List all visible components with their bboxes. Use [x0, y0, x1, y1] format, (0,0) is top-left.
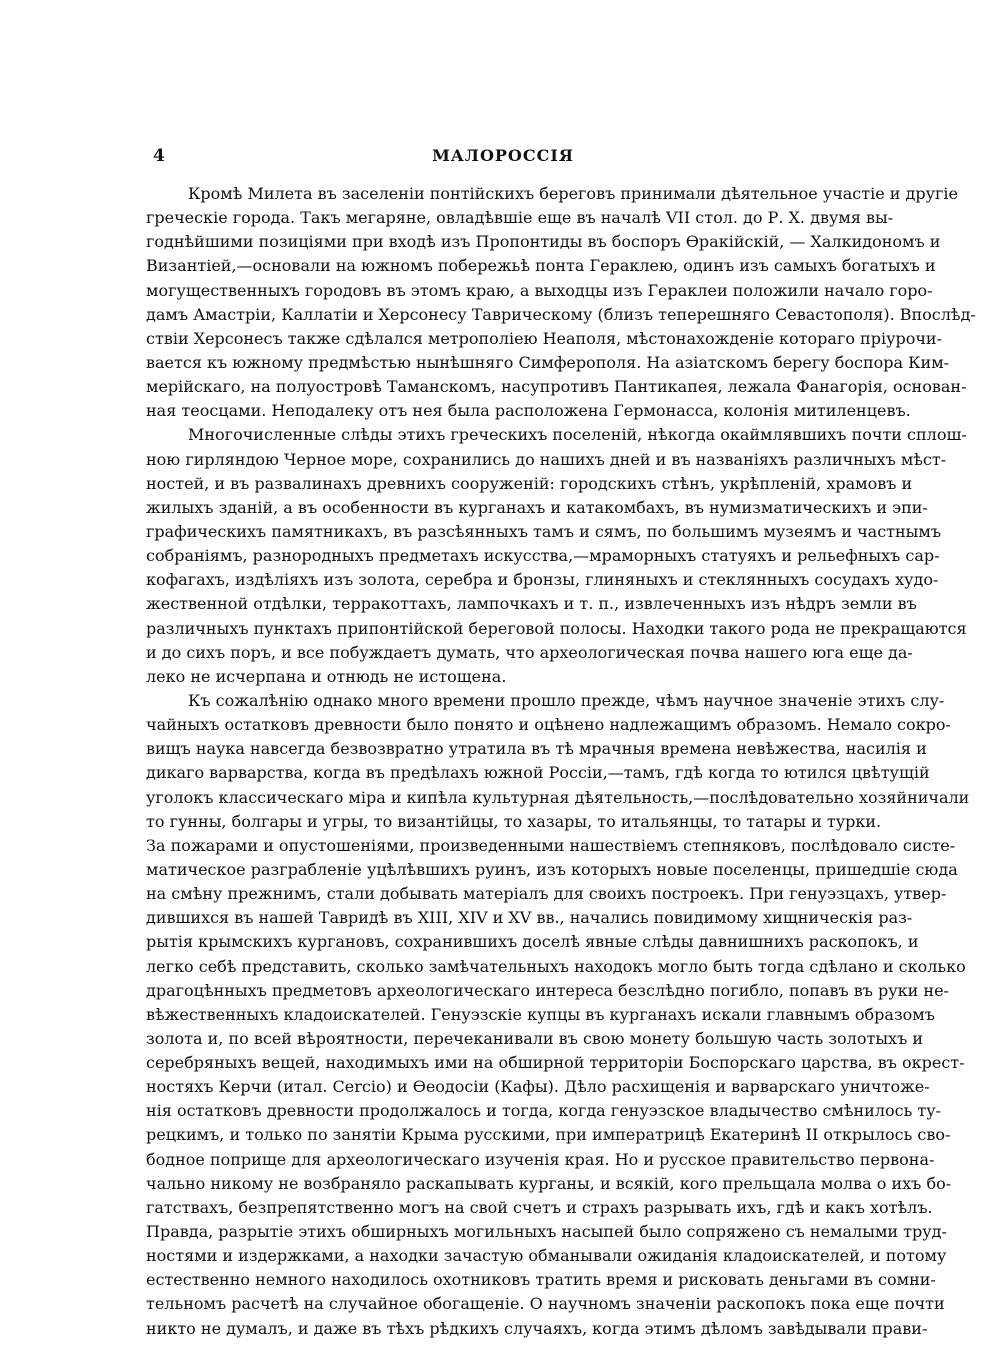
running-title: МАЛОРОССІЯ [432, 146, 574, 165]
page-number: 4 [153, 146, 165, 166]
text-line: Многочисленные слѣды этихъ греческихъ поселеній, нѣкогда окаймлявшихъ почти сплош- [188, 425, 967, 445]
text-line: Къ сожалѣнію однако много времени прошло прежде, чѣмъ научное значеніе этихъ слу- [188, 690, 945, 710]
text-line: на смѣну прежнимъ, стали добывать матеріалъ для своихъ построекъ. При генуэзцахъ, утвер- [146, 884, 947, 904]
text-line: ная теосцами. Неподалеку отъ нея была расположена Гермонасса, колонія митиленцевъ. [146, 401, 911, 421]
text-line: легко себѣ представить, сколько замѣчательныхъ находокъ могло быть тогда сдѣлано и сколько [146, 956, 966, 976]
text-line: ностей, и въ развалинахъ древнихъ сооруженій: городскихъ стѣнъ, укрѣпленій, храмовъ и [146, 473, 913, 493]
text-line: Кромѣ Милета въ заселеніи понтійскихъ береговъ принимали дѣятельное участіе и другіе [188, 184, 959, 203]
body-text [146, 182, 976, 1341]
text-line: бодное поприще для археологическаго изученія края. Но и русское правительство первона- [146, 1149, 935, 1169]
text-line: дившихся въ нашей Тавридѣ въ XIII, XIV и XV вв., начались повидимому хищническія раз- [146, 908, 913, 928]
text-line: кофагахъ, издѣліяхъ изъ золота, серебра и бронзы, глиняныхъ и стеклянныхъ сосудахъ худо- [146, 570, 939, 590]
paragraph [146, 423, 967, 689]
text-line: собраніямъ, разнородныхъ предметахъ искусства,—мраморныхъ статуяхъ и рельефныхъ сар- [146, 546, 940, 566]
text-line: ною гирляндою Черное море, сохранились до нашихъ дней и въ названіяхъ различныхъ мѣст- [146, 449, 947, 469]
paragraph [146, 689, 970, 1341]
text-line: дикаго варварства, когда въ предѣлахъ южной Россіи,—тамъ, гдѣ когда то ютился цвѣтущій [146, 763, 930, 783]
text-line: тельномъ расчетѣ на случайное обогащеніе. О научномъ значеніи раскопокъ пока еще почти [146, 1294, 945, 1314]
text-line: графическихъ памятникахъ, въ разсѣянныхъ тамъ и сямъ, по большимъ музеямъ и частнымъ [146, 521, 942, 541]
text-line: вѣжественныхъ кладоискателей. Генуэзскіе купцы въ курганахъ искали главнымъ образомъ [146, 1004, 935, 1024]
text-line: годнѣйшими позиціями при входѣ изъ Пропонтиды въ боспоръ Ѳракійскій, — Халкидономъ и [146, 232, 941, 252]
text-line: рытія крымскихъ кургановъ, сохранившихъ доселѣ явные слѣды давнишнихъ раскопокъ, и [146, 932, 919, 952]
text-line: жилыхъ зданій, а въ особенности въ курганахъ и катакомбахъ, въ нумизматическихъ и эпи- [146, 497, 928, 517]
text-line: нія остатковъ древности продолжалось и тогда, когда генуэзское владычество смѣнилось ту- [146, 1101, 942, 1121]
text-line: серебряныхъ вещей, находимыхъ ими на обширной территоріи Боспорскаго царства, въ окрест- [146, 1053, 965, 1073]
text-line: матическое разграбленіе уцѣлѣвшихъ руинъ, изъ которыхъ новые поселенцы, пришедшіе сюда [146, 859, 958, 879]
text-line: ностяхъ Керчи (итал. Cercio) и Ѳеодосіи (Кафы). Дѣло расхищенія и варварскаго уничтоже- [146, 1077, 930, 1097]
text-line: вищъ наука навсегда безвозвратно утратила въ тѣ мрачныя времена невѣжества, насилія и [146, 739, 927, 759]
text-line: золота и, по всей вѣроятности, перечеканивали въ свою монету большую часть золотыхъ и [146, 1028, 923, 1048]
text-line: вается къ южному предмѣстью нынѣшняго Симферополя. На азіатскомъ берегу боспора Ким- [146, 352, 950, 372]
text-line: рецкимъ, и только по занятіи Крыма русскими, при императрицѣ Екатеринѣ II открылось сво- [146, 1125, 951, 1145]
text-line: ствіи Херсонесъ также сдѣлался метрополіею Неаполя, мѣстонахожденіе котораго пріурочи- [146, 328, 942, 348]
text-line: чайныхъ остатковъ древности было понято и оцѣнено надлежащимъ образомъ. Немало сокро- [146, 715, 951, 735]
text-line: и до сихъ поръ, и все побуждаетъ думать, что археологическая почва нашего юга еще да- [146, 642, 913, 662]
text-line: гатствахъ, безпрепятственно могъ на свой счетъ и страхъ разрывать ихъ, гдѣ и какъ хотѣлъ. [146, 1197, 933, 1217]
text-line: то гунны, болгары и угры, то византійцы, то хазары, то итальянцы, то татары и турки. [146, 811, 882, 831]
text-line: никто не думалъ, и даже въ тѣхъ рѣдкихъ случаяхъ, когда этимъ дѣломъ завѣдывали прави- [146, 1318, 928, 1338]
text-line: Правда, разрытіе этихъ обширныхъ могильныхъ насыпей было сопряжено съ немалыми труд- [146, 1222, 947, 1242]
text-line: мерійскаго, на полуостровѣ Таманскомъ, насупротивъ Пантикапея, лежала Фанагорія, основан- [146, 377, 967, 397]
text-line: уголокъ классическаго міра и кипѣла культурная дѣятельность,—послѣдовательно хозяйничали [146, 787, 970, 807]
text-line: греческіе города. Такъ мегаряне, овладѣвшіе еще въ началѣ VII стол. до Р. Х. двумя вы- [146, 208, 894, 228]
text-line: ностями и издержками, а находки зачастую обманывали ожиданія кладоискателей, и потому [146, 1246, 947, 1266]
running-head [153, 146, 853, 168]
text-line: естественно немного находилось охотниковъ тратить время и рисковать деньгами въ сомни- [146, 1270, 936, 1290]
text-line: различныхъ пунктахъ припонтійской береговой полосы. Находки такого рода не прекращаются [146, 618, 967, 638]
text-line: За пожарами и опустошеніями, произведенными нашествіемъ степняковъ, послѣдовало систе- [146, 835, 956, 855]
text-line: чально никому не возбраняло раскапывать курганы, и всякій, кого прельщала молва о ихъ бо- [146, 1173, 952, 1193]
text-line: жественной отдѣлки, терракоттахъ, лампочкахъ и т. п., извлеченныхъ изъ нѣдръ земли въ [146, 594, 917, 614]
text-line: дамъ Амастріи, Каллатіи и Херсонесу Таврическому (близъ теперешняго Севастополя). Впослѣд- [146, 304, 976, 324]
text-line: драгоцѣнныхъ предметовъ археологическаго интереса безслѣдно погибло, попавъ въ руки не- [146, 980, 949, 1000]
paragraph [146, 182, 976, 423]
text-line: Византіей,—основали на южномъ побережьѣ понта Гераклею, одинъ изъ самыхъ богатыхъ и [146, 256, 936, 276]
text-line: могущественныхъ городовъ въ этомъ краю, а выходцы изъ Гераклеи положили начало горо- [146, 280, 933, 300]
text-line: леко не исчерпана и отнюдь не истощена. [146, 666, 507, 686]
